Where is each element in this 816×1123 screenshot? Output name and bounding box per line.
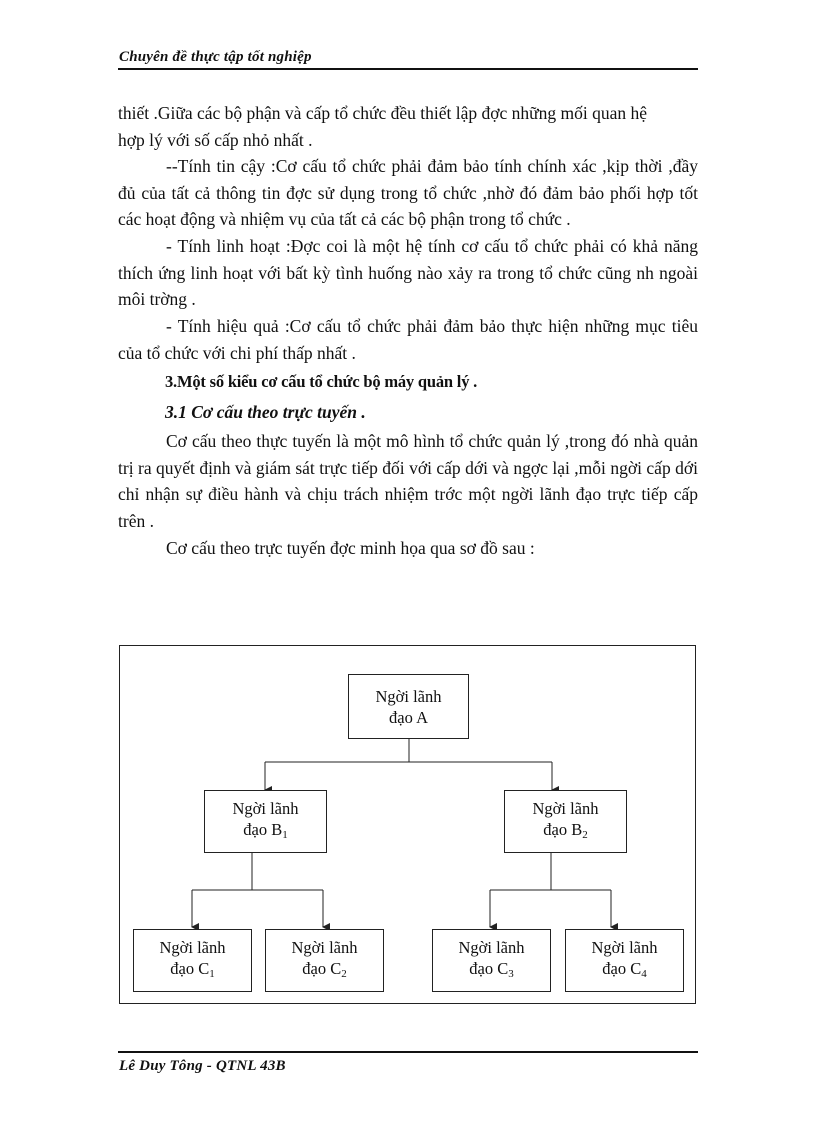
node-c1-line1: Ngời lãnh xyxy=(159,937,226,957)
node-c4-line1: Ngời lãnh xyxy=(591,937,658,957)
node-a-line1: Ngời lãnh xyxy=(375,686,442,706)
org-chart-diagram xyxy=(119,645,696,1004)
node-c1-line2 xyxy=(170,958,214,985)
node-c4-letter: C xyxy=(630,958,642,978)
node-a-line2 xyxy=(389,707,428,728)
footer-rule xyxy=(118,1051,698,1053)
section-3-1-heading: 3.1 Cơ cấu theo trực tuyến . xyxy=(165,402,366,422)
node-a-word: đạo xyxy=(389,707,413,727)
node-c4-word: đạo xyxy=(602,958,627,978)
node-c4-line2 xyxy=(602,958,646,985)
para1-line1: thiết .Giữa các bộ phận và cấp tổ chức đều thiết lập đợc những mối quan hệ xyxy=(118,103,647,123)
node-c3-word: đạo xyxy=(469,958,494,978)
node-c3-sub: 3 xyxy=(508,967,514,980)
paragraph-6: Cơ cấu theo trực tuyến đợc minh họa qua sơ đồ sau : xyxy=(166,538,535,558)
node-b1-line1: Ngời lãnh xyxy=(232,798,299,818)
node-b1-sub: 1 xyxy=(282,828,288,841)
paragraph-1 xyxy=(118,100,698,153)
node-c1-letter: C xyxy=(198,958,210,978)
header-rule xyxy=(118,68,698,70)
section-3-heading: 3.Một số kiểu cơ cấu tổ chức bộ máy quản lý . xyxy=(165,372,478,391)
node-c3-letter: C xyxy=(497,958,509,978)
node-leader-c4 xyxy=(565,929,684,992)
node-b2-sub: 2 xyxy=(582,828,588,841)
para1-line2: hợp lý với số cấp nhỏ nhất . xyxy=(118,129,313,150)
node-c2-line2 xyxy=(302,958,346,985)
node-b2-line2 xyxy=(543,819,587,846)
header-title: Chuyên đề thực tập tốt nghiệp xyxy=(119,49,312,65)
node-c4-sub: 4 xyxy=(641,967,647,980)
node-b1-word: đạo xyxy=(243,819,268,839)
node-leader-c3 xyxy=(432,929,551,992)
node-leader-b1 xyxy=(204,790,327,853)
paragraph-5: Cơ cấu theo thực tuyến là một mô hình tổ chức quản lý ,trong đó nhà quản trị ra quyết định và giám sát trực tiếp đối với cấp dới và ngợc lại ,mỗi ngời cấp dới chỉ nhận sự điều hành và chịu trách nhiệm trớc một ngời lãnh đạo trực tiếp cấp trên . xyxy=(118,431,698,531)
node-leader-c2 xyxy=(265,929,384,992)
node-c3-line1: Ngời lãnh xyxy=(458,937,525,957)
node-c2-sub: 2 xyxy=(341,967,347,980)
node-b2-line1: Ngời lãnh xyxy=(532,798,599,818)
node-b2-word: đạo xyxy=(543,819,568,839)
node-b2-letter: B xyxy=(571,819,583,839)
paragraph-2: --Tính tin cậy :Cơ cấu tổ chức phải đảm bảo tính chính xác ,kịp thời ,đầy đủ của tất cả thông tin đợc sử dụng trong tổ chức ,nhờ đó đảm bảo phối hợp tốt các hoạt động và nhiệm vụ của tất cả các bộ phận trong tổ chức . xyxy=(118,156,698,229)
node-c1-word: đạo xyxy=(170,958,195,978)
node-c2-word: đạo xyxy=(302,958,327,978)
node-b1-letter: B xyxy=(271,819,283,839)
node-c1-sub: 1 xyxy=(209,967,215,980)
footer-author: Lê Duy Tông - QTNL 43B xyxy=(119,1058,286,1074)
node-a-letter: A xyxy=(416,707,428,727)
node-leader-a xyxy=(348,674,469,739)
node-b1-line2 xyxy=(243,819,287,846)
node-c3-line2 xyxy=(469,958,513,985)
node-leader-c1 xyxy=(133,929,252,992)
node-c2-letter: C xyxy=(330,958,342,978)
node-c2-line1: Ngời lãnh xyxy=(291,937,358,957)
paragraph-3: - Tính linh hoạt :Đợc coi là một hệ tính cơ cấu tổ chức phải có khả năng thích ứng linh hoạt với bất kỳ tình huống nào xảy ra trong tổ chức cũng nh ngoài môi trờng . xyxy=(118,236,698,309)
node-leader-b2 xyxy=(504,790,627,853)
paragraph-4: - Tính hiệu quả :Cơ cấu tổ chức phải đảm bảo thực hiện những mục tiêu của tổ chức với chi phí thấp nhất . xyxy=(118,316,698,363)
